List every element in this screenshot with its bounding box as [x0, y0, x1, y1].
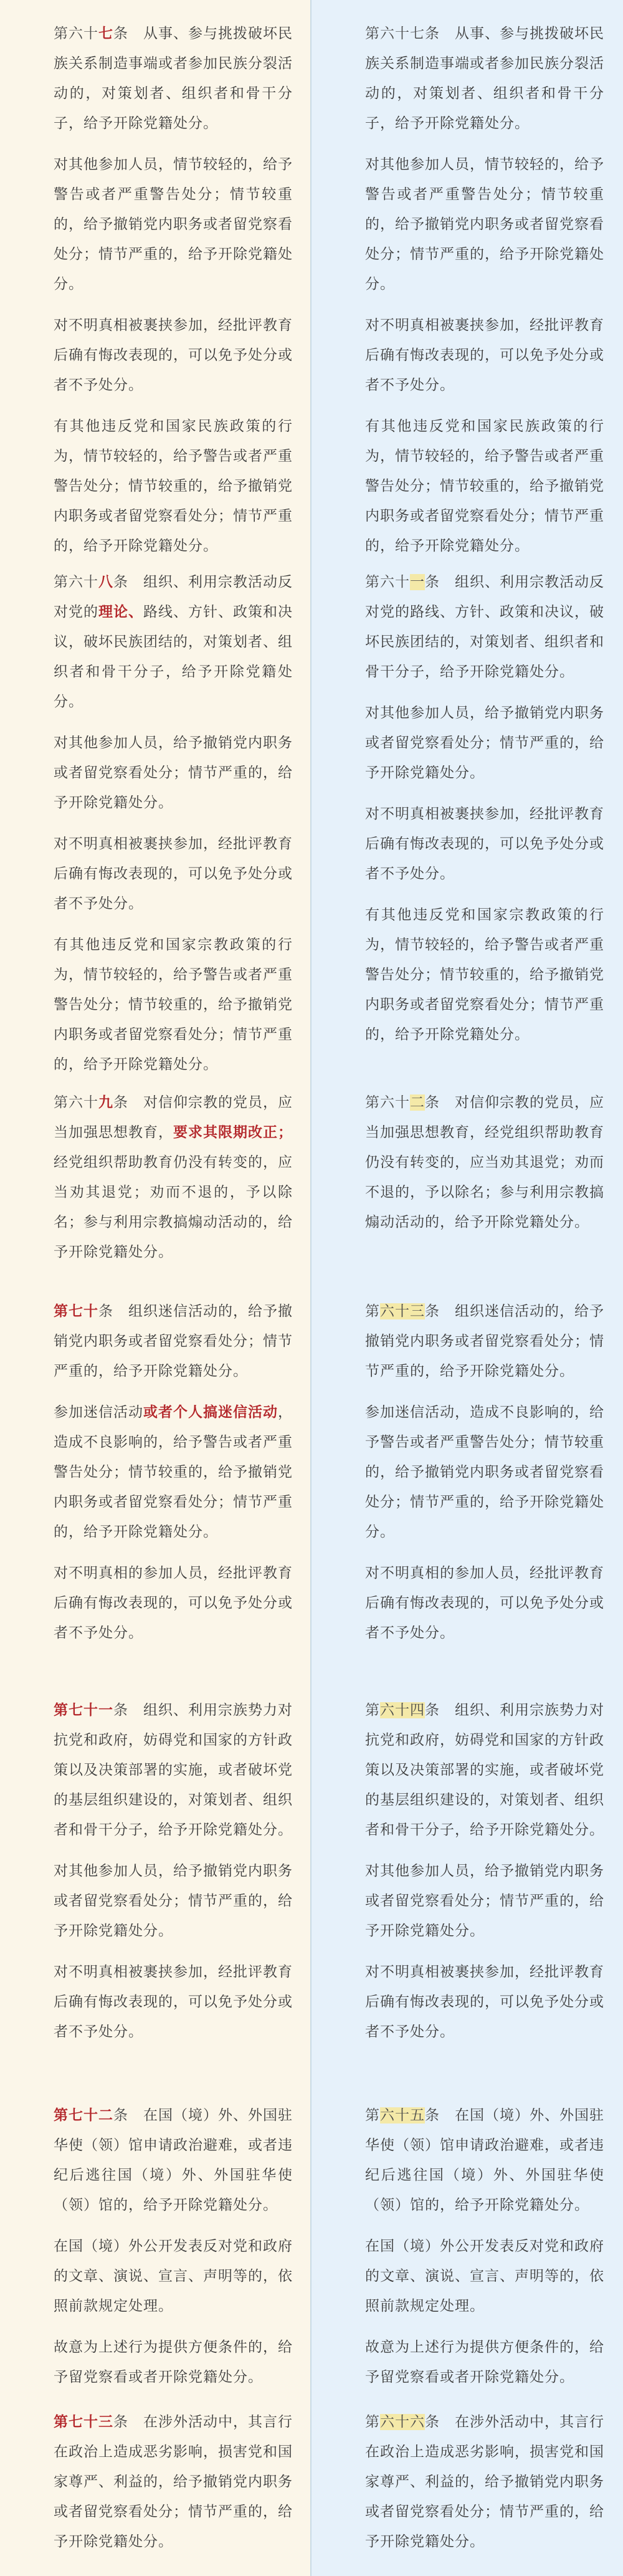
article-number-highlight: 一: [410, 574, 425, 590]
article-number-changed: 七: [98, 26, 113, 42]
article-number-suffix: 条: [113, 1702, 128, 1718]
article-number: [54, 1094, 128, 1111]
article-text: 路线、方针、政策和决议，破坏民族团结的，对策划者、组织者和骨干分子，给予开除党籍处分。: [54, 604, 293, 710]
article-paragraph: 对不明真相被裹挟参加，经批评教育后确有悔改表现的，可以免予处分或者不予处分。: [365, 1964, 604, 2040]
article-paragraph: [365, 2100, 604, 2220]
article-text: 组织迷信活动的，给予撤销党内职务或者留党察看处分；情节严重的，给予开除党籍处分。: [365, 1303, 604, 1379]
article-text: ，造成不良影响的，给予警告或者严重警告处分；情节较重的，给予撤销党内职务或者留党察看处分；情节严重的，给予开除党籍处分。: [54, 1404, 293, 1540]
article-number: [54, 26, 128, 42]
article-paragraph: [54, 2100, 293, 2220]
article-paragraph: [54, 1296, 293, 1386]
article-number-suffix: 条: [425, 1094, 440, 1111]
article-number-changed: 第七十二: [54, 2107, 113, 2124]
article-text: 从事、参与挑拨破坏民族关系制造事端或者参加民族分裂活动的，对策划者、组织者和骨干分子，给予开除党籍处分。: [54, 26, 293, 132]
article-number: [365, 2414, 440, 2430]
article-number-suffix: 条: [113, 2414, 128, 2430]
article-text: 经党组织帮助教育仍没有转变的，应当劝其退党；劝而不退的，予以除名；参与利用宗教搞煽动活动的，给予开除党籍处分。: [54, 1154, 293, 1260]
article-paragraph: 故意为上述行为提供方便条件的，给予留党察看或者开除党籍处分。: [54, 2339, 293, 2385]
article-68-left: [0, 567, 312, 1091]
article-number: [365, 574, 440, 590]
article-paragraph: [365, 1296, 604, 1386]
article-number-suffix: 条: [425, 2414, 440, 2430]
article-62-right: [312, 1088, 623, 1248]
article-number-prefix: 第六十: [54, 26, 98, 42]
article-number: [54, 574, 128, 590]
article-paragraph: 对其他参加人员，给予撤销党内职务或者留党察看处分；情节严重的，给予开除党籍处分。: [54, 735, 293, 811]
article-number-highlight: 六十六: [380, 2414, 425, 2430]
article-paragraph: 在国（境）外公开发表反对党和政府的文章、演说、宣言、声明等的，依照前款规定处理。: [365, 2238, 604, 2314]
article-67-right: [312, 19, 623, 572]
article-number: [365, 1303, 440, 1319]
article-number-prefix: 第: [365, 2107, 380, 2124]
article-number: [365, 1094, 440, 1111]
article-paragraph: 对不明真相的参加人员，经批评教育后确有悔改表现的，可以免予处分或者不予处分。: [365, 1565, 604, 1641]
article-number-prefix: 第六十: [365, 574, 410, 590]
article-text: 组织迷信活动的，给予撤销党内职务或者留党察看处分；情节严重的，给予开除党籍处分。: [54, 1303, 293, 1379]
article-paragraph: 对不明真相的参加人员，经批评教育后确有悔改表现的，可以免予处分或者不予处分。: [54, 1565, 293, 1641]
article-number-suffix: 条: [113, 26, 128, 42]
article-number-suffix: 条: [425, 1702, 440, 1718]
article-number: [54, 2414, 128, 2430]
article-text: 对信仰宗教的党员，应当加强思想教育，经党组织帮助教育仍没有转变的，应当劝其退党；劝而不退的，予以除名；参与利用宗教搞煽动活动的，给予开除党籍处分。: [365, 1094, 604, 1230]
article-paragraph: 对其他参加人员，给予撤销党内职务或者留党察看处分；情节严重的，给予开除党籍处分。: [365, 705, 604, 781]
article-paragraph: 对不明真相被裹挟参加，经批评教育后确有悔改表现的，可以免予处分或者不予处分。: [54, 836, 293, 912]
article-number-highlight: 六十三: [380, 1303, 425, 1319]
article-text: 组织、利用宗族势力对抗党和政府，妨碍党和国家的方针政策以及决策部署的实施，或者破坏党的基层组织建设的，对策划者、组织者和骨干分子，给予开除党籍处分。: [365, 1702, 604, 1838]
article-69-left: [0, 1088, 312, 1278]
article-number-changed: 第七十一: [54, 1702, 113, 1718]
article-number: [365, 2107, 440, 2124]
article-paragraph: 有其他违反党和国家宗教政策的行为，情节较轻的，给予警告或者严重警告处分；情节较重的，给予撤销党内职务或者留党察看处分；情节严重的，给予开除党籍处分。: [54, 937, 293, 1073]
article-paragraph: 有其他违反党和国家民族政策的行为，情节较轻的，给予警告或者严重警告处分；情节较重的，给予撤销党内职务或者留党察看处分；情节严重的，给予开除党籍处分。: [54, 418, 293, 554]
article-paragraph: 对不明真相被裹挟参加，经批评教育后确有悔改表现的，可以免予处分或者不予处分。: [54, 317, 293, 393]
article-64-right: [312, 1695, 623, 2058]
article-number-prefix: 第: [365, 2414, 380, 2430]
article-paragraph: [54, 1695, 293, 1845]
article-paragraph: [54, 1088, 293, 1267]
article-paragraph: [54, 1397, 293, 1547]
article-63-right: [312, 1296, 623, 1659]
article-paragraph: 对其他参加人员，给予撤销党内职务或者留党察看处分；情节严重的，给予开除党籍处分。: [54, 1863, 293, 1939]
article-text: 对信仰宗教的党员，应当加强思想教育，: [54, 1094, 293, 1141]
article-text: 组织、利用宗教活动反对党的路线、方针、政策和决议，破坏民族团结的，对策划者、组织者和骨干分子，给予开除党籍处分。: [365, 574, 604, 680]
added-text: 要求其限期改正；: [173, 1124, 293, 1141]
article-paragraph: [365, 567, 604, 687]
article-paragraph: 有其他违反党和国家宗教政策的行为，情节较轻的，给予警告或者严重警告处分；情节较重的，给予撤销党内职务或者留党察看处分；情节严重的，给予开除党籍处分。: [365, 907, 604, 1043]
article-text: 在国（境）外、外国驻华使（领）馆申请政治避难，或者违纪后逃往国（境）外、外国驻华使（领）馆的，给予开除党籍处分。: [54, 2107, 293, 2213]
article-paragraph: [365, 19, 604, 138]
article-number-suffix: 条: [113, 1094, 128, 1111]
article-number-changed: 九: [98, 1094, 113, 1111]
article-paragraph: 对其他参加人员，情节较轻的，给予警告或者严重警告处分；情节较重的，给予撤销党内职务或者留党察看处分；情节严重的，给予开除党籍处分。: [54, 156, 293, 292]
article-number-changed: 八: [98, 574, 113, 590]
article-number-prefix: 第六十: [365, 1094, 410, 1111]
article-text: 在涉外活动中，其言行在政治上造成恶劣影响，损害党和国家尊严、利益的，给予撤销党内职务或者留党察看处分；情节严重的，给予开除党籍处分。: [54, 2414, 293, 2550]
article-70-left: [0, 1296, 312, 1659]
article-paragraph: 对其他参加人员，情节较轻的，给予警告或者严重警告处分；情节较重的，给予撤销党内职务或者留党察看处分；情节严重的，给予开除党籍处分。: [365, 156, 604, 292]
article-text: 在国（境）外、外国驻华使（领）馆申请政治避难，或者违纪后逃往国（境）外、外国驻华使（领）馆的，给予开除党籍处分。: [365, 2107, 604, 2213]
article-73-left: [0, 2407, 312, 2568]
article-number: 第六十七条: [365, 26, 440, 42]
article-paragraph: 对不明真相被裹挟参加，经批评教育后确有悔改表现的，可以免予处分或者不予处分。: [365, 317, 604, 393]
article-paragraph: [54, 19, 293, 138]
article-paragraph: [54, 567, 293, 717]
article-65-right: [312, 2100, 623, 2403]
article-paragraph: 对不明真相被裹挟参加，经批评教育后确有悔改表现的，可以免予处分或者不予处分。: [54, 1964, 293, 2040]
article-number-highlight: 六十五: [380, 2107, 425, 2124]
article-text: 从事、参与挑拨破坏民族关系制造事端或者参加民族分裂活动的，对策划者、组织者和骨干分子，给予开除党籍处分。: [365, 26, 604, 132]
added-text: 或者个人搞迷信活动: [143, 1404, 278, 1420]
article-number-changed: 第七十: [54, 1303, 98, 1319]
article-number-suffix: 条: [425, 574, 440, 590]
article-paragraph: [365, 1088, 604, 1237]
right-column-original: [312, 0, 623, 2576]
article-paragraph: 在国（境）外公开发表反对党和政府的文章、演说、宣言、声明等的，依照前款规定处理。: [54, 2238, 293, 2314]
article-paragraph: 参加迷信活动，造成不良影响的，给予警告或者严重警告处分；情节较重的，给予撤销党内职务或者留党察看处分；情节严重的，给予开除党籍处分。: [365, 1404, 604, 1540]
article-text: 组织、利用宗族势力对抗党和政府，妨碍党和国家的方针政策以及决策部署的实施，或者破坏党的基层组织建设的，对策划者、组织者和骨干分子，给予开除党籍处分。: [54, 1702, 293, 1838]
article-number-suffix: 条: [425, 1303, 440, 1319]
article-number-prefix: 第六十: [54, 1094, 98, 1111]
article-61-right: [312, 567, 623, 1061]
article-paragraph: 对其他参加人员，给予撤销党内职务或者留党察看处分；情节严重的，给予开除党籍处分。: [365, 1863, 604, 1939]
article-text: 参加迷信活动: [54, 1404, 143, 1420]
added-text: 理论、: [98, 604, 143, 620]
article-number-prefix: 第: [365, 1303, 380, 1319]
article-71-left: [0, 1695, 312, 2058]
article-67-left: [0, 19, 312, 572]
article-66-right: [312, 2407, 623, 2568]
article-paragraph: [365, 2407, 604, 2557]
article-number-suffix: 条: [113, 2107, 128, 2124]
article-number-highlight: 二: [410, 1094, 425, 1111]
article-number-suffix: 条: [98, 1303, 113, 1319]
article-text: 组织、利用宗教活动反对党的: [54, 574, 293, 620]
article-number: [365, 1702, 440, 1718]
article-number-suffix: 条: [113, 574, 128, 590]
article-text: 在涉外活动中，其言行在政治上造成恶劣影响，损害党和国家尊严、利益的，给予撤销党内职务或者留党察看处分；情节严重的，给予开除党籍处分。: [365, 2414, 604, 2550]
article-number-highlight: 六十四: [380, 1702, 425, 1718]
article-paragraph: [365, 1695, 604, 1845]
article-number-prefix: 第六十: [54, 574, 98, 590]
article-number-changed: 第七十三: [54, 2414, 113, 2430]
article-paragraph: 有其他违反党和国家民族政策的行为，情节较轻的，给予警告或者严重警告处分；情节较重的，给予撤销党内职务或者留党察看处分；情节严重的，给予开除党籍处分。: [365, 418, 604, 554]
article-number-prefix: 第: [365, 1702, 380, 1718]
article-number-suffix: 条: [425, 2107, 440, 2124]
article-72-left: [0, 2100, 312, 2403]
article-number: [54, 1303, 113, 1319]
article-paragraph: [54, 2407, 293, 2557]
article-paragraph: 故意为上述行为提供方便条件的，给予留党察看或者开除党籍处分。: [365, 2339, 604, 2385]
article-paragraph: 对不明真相被裹挟参加，经批评教育后确有悔改表现的，可以免予处分或者不予处分。: [365, 806, 604, 882]
article-number: [54, 1702, 128, 1718]
article-number: [54, 2107, 128, 2124]
